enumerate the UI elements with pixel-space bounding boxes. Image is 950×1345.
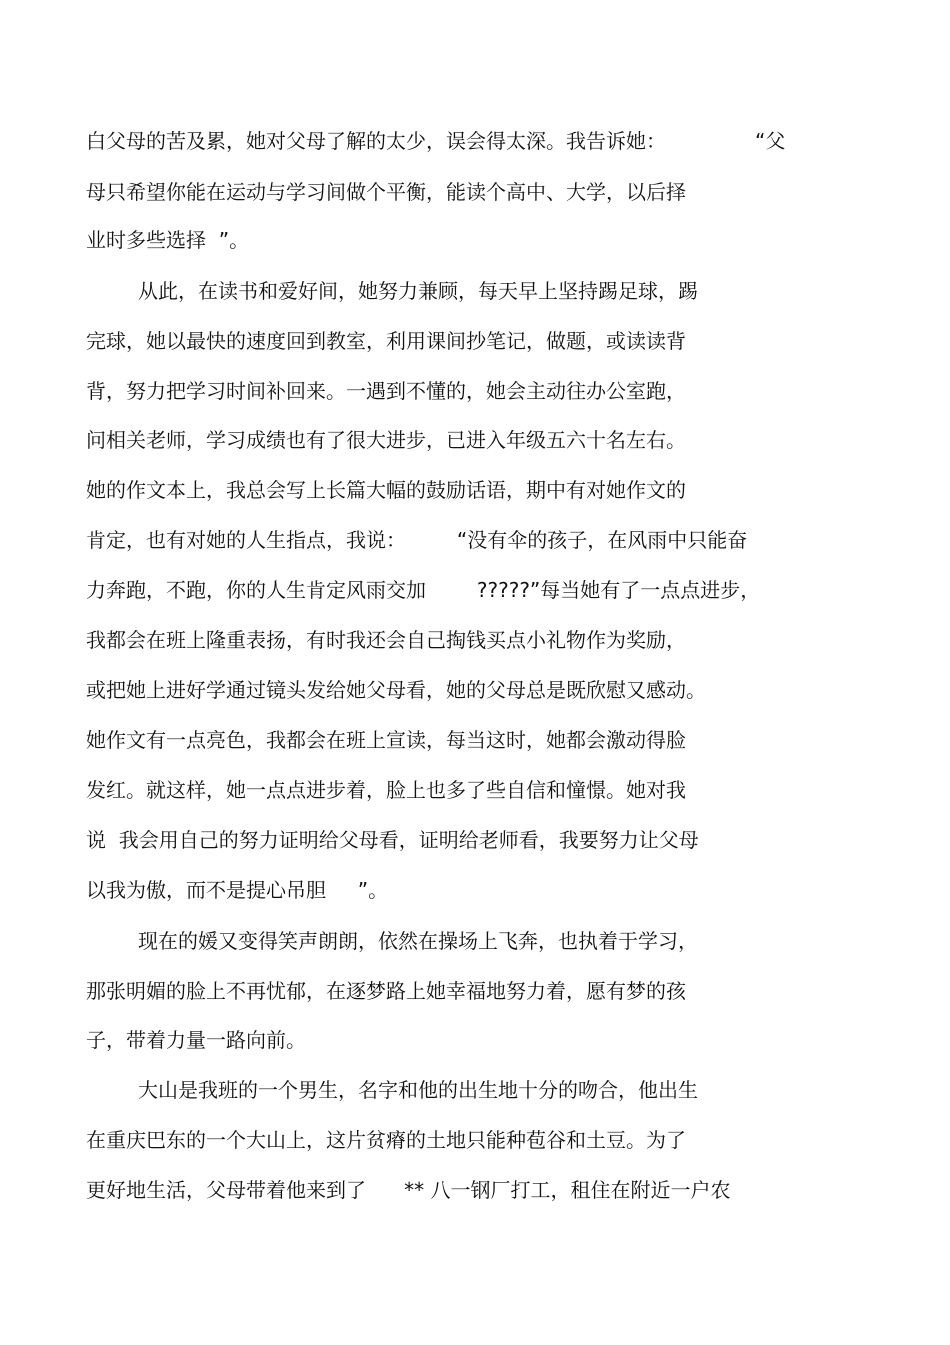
text-line: 更好地生活，父母带着他来到了 ** 八一钢厂打工，租住在附近一户农 bbox=[86, 1178, 731, 1202]
text-line: 那张明媚的脸上不再忧郁，在逐梦路上她幸福地努力着，愿有梦的孩 bbox=[86, 979, 686, 1003]
text-line: 她作文有一点亮色，我都会在班上宣读，每当这时，她都会激动得脸 bbox=[86, 728, 686, 752]
text-line: 问相关老师，学习成绩也有了很大进步，已进入年级五六十名左右。 bbox=[86, 428, 686, 452]
text-line: 发红。就这样，她一点点进步着，脸上也多了些自信和憧憬。她对我 bbox=[86, 778, 686, 802]
text-line: 在重庆巴东的一个大山上，这片贫瘠的土地只能种苞谷和土豆。为了 bbox=[86, 1128, 686, 1152]
text-line: 她的作文本上，我总会写上长篇大幅的鼓励话语，期中有对她作文的 bbox=[86, 478, 686, 502]
text-line: 白父母的苦及累，她对父母了解的太少，误会得太深。我告诉她： “父 bbox=[86, 129, 786, 153]
text-line: 说 我会用自己的努力证明给父母看，证明给老师看，我要努力让父母 bbox=[86, 828, 699, 852]
paragraph-first-line: 现在的媛又变得笑声朗朗，依然在操场上飞奔，也执着于学习， bbox=[138, 929, 698, 953]
text-line: 以我为傲，而不是提心吊胆 ”。 bbox=[86, 878, 389, 902]
text-line: 母只希望你能在运动与学习间做个平衡，能读个高中、大学，以后择 bbox=[86, 180, 686, 204]
text-line: 力奔跑，不跑，你的人生肯定风雨交加 ?????”每当她有了一点点进步， bbox=[86, 578, 761, 602]
text-line: 或把她上进好学通过镜头发给她父母看，她的父母总是既欣慰又感动。 bbox=[86, 678, 706, 702]
paragraph-first-line: 大山是我班的一个男生，名字和他的出生地十分的吻合，他出生 bbox=[138, 1078, 698, 1102]
text-line: 完球，她以最快的速度回到教室，利用课间抄笔记，做题，或读读背 bbox=[86, 329, 686, 353]
paragraph-first-line: 从此，在读书和爱好间，她努力兼顾，每天早上坚持踢足球，踢 bbox=[138, 279, 698, 303]
text-line: 我都会在班上隆重表扬，有时我还会自己掏钱买点小礼物作为奖励， bbox=[86, 628, 686, 652]
text-line: 肯定，也有对她的人生指点，我说： “没有伞的孩子，在风雨中只能奋 bbox=[86, 528, 748, 552]
text-line: 业时多些选择 ”。 bbox=[86, 228, 250, 252]
text-line: 背，努力把学习时间补回来。一遇到不懂的，她会主动往办公室跑， bbox=[86, 379, 686, 403]
text-line: 子，带着力量一路向前。 bbox=[86, 1028, 306, 1052]
